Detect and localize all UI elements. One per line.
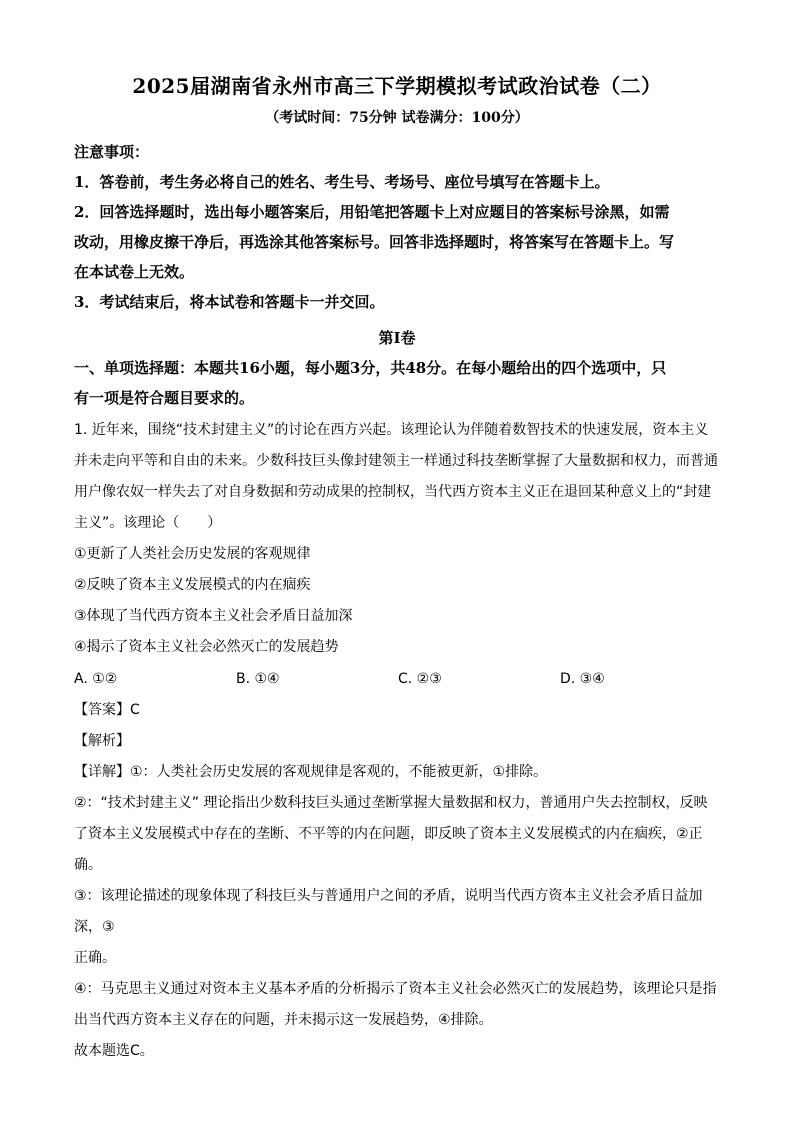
statement-1: ①更新了人类社会历史发展的客观规律 [74,546,311,562]
detail-line: 【详解】①：人类社会历史发展的客观规律是客观的，不能被更新，①排除。 [74,764,548,780]
part1-line-2: 有一项是符合题目要求的。 [74,389,255,407]
detail-line: 正确。 [74,950,116,966]
statement-3: ③体现了当代西方资本主义社会矛盾日益加深 [74,608,353,624]
detail-line: 了资本主义发展模式中存在的垄断、不平等的内在问题，即反映了资本主义发展模式的内在痼疾，②正确。 [74,826,703,873]
notice-item-2-line-3: 在本试卷上无效。 [74,263,195,281]
section-title: 第Ⅰ卷 [378,329,416,347]
question-stem-line: 用户像农奴一样失去了对自身数据和劳动成果的控制权，当代西方资本主义正在退回某种意义上的“封建 [74,484,712,500]
notice-heading: 注意事项： [74,143,150,161]
conclusion: 故本题选C。 [74,1043,154,1059]
option-c: C. ②③ [398,671,442,687]
notice-item-2-line-1: 2．回答选择题时，选出每小题答案后，用铅笔把答题卡上对应题目的答案标号涂黑，如需 [74,203,670,221]
question-stem-line: 主义”。该理论（ ） [74,515,222,531]
detail-line: ④：马克思主义通过对资本主义基本矛盾的分析揭示了资本主义社会必然灭亡的发展趋势，该理论只是指 [74,981,717,997]
notice-item-1: 1．答卷前，考生务必将自己的姓名、考生号、考场号、座位号填写在答题卡上。 [74,173,610,191]
question-stem-line: 并未走向平等和自由的未来。少数科技巨头像封建领主一样通过科技垄断掌握了大量数据和权力，而普通 [74,453,718,469]
answer-label: 【答案】C [74,702,140,718]
exam-subtitle: （考试时间：75分钟 试卷满分：100分） [265,110,529,126]
option-a: A. ①② [74,671,118,687]
question-1-options [74,671,724,687]
notice-section [74,137,724,317]
notice-item-2-line-2: 改动，用橡皮擦干净后，再选涂其他答案标号。回答非选择题时，将答案写在答题卡上。写 [74,233,675,251]
detail-line: ③：该理论描述的现象体现了科技巨头与普通用户之间的矛盾，说明当代西方资本主义社会矛盾日益加深，③ [74,888,703,935]
question-1-stem [74,415,724,663]
statement-4: ④揭示了资本主义社会必然灭亡的发展趋势 [74,639,339,655]
option-b: B. ①④ [236,671,280,687]
part1-instructions [74,353,724,413]
exam-title: 2025届湖南省永州市高三下学期模拟考试政治试卷（二） [132,74,662,98]
part1-line-1: 一、单项选择题：本题共16小题，每小题3分，共48分。在每小题给出的四个选项中，只 [74,359,667,377]
detail-line: ②：“技术封建主义” 理论指出少数科技巨头通过垄断掌握大量数据和权力，普通用户失去控制权，反映 [74,795,708,811]
notice-item-3: 3．考试结束后，将本试卷和答题卡一并交回。 [74,293,385,311]
option-d: D. ③④ [560,671,605,687]
question-stem-line: 1. 近年来，围绕“技术封建主义”的讨论在西方兴起。该理论认为伴随着数智技术的快速发展，资本主义 [74,422,709,438]
detail-line: 出当代西方资本主义存在的问题，并未揭示这一发展趋势，④排除。 [74,1012,493,1028]
question-1-answer [74,695,724,1067]
statement-2: ②反映了资本主义发展模式的内在痼疾 [74,577,311,593]
analysis-label: 【解析】 [74,733,130,749]
